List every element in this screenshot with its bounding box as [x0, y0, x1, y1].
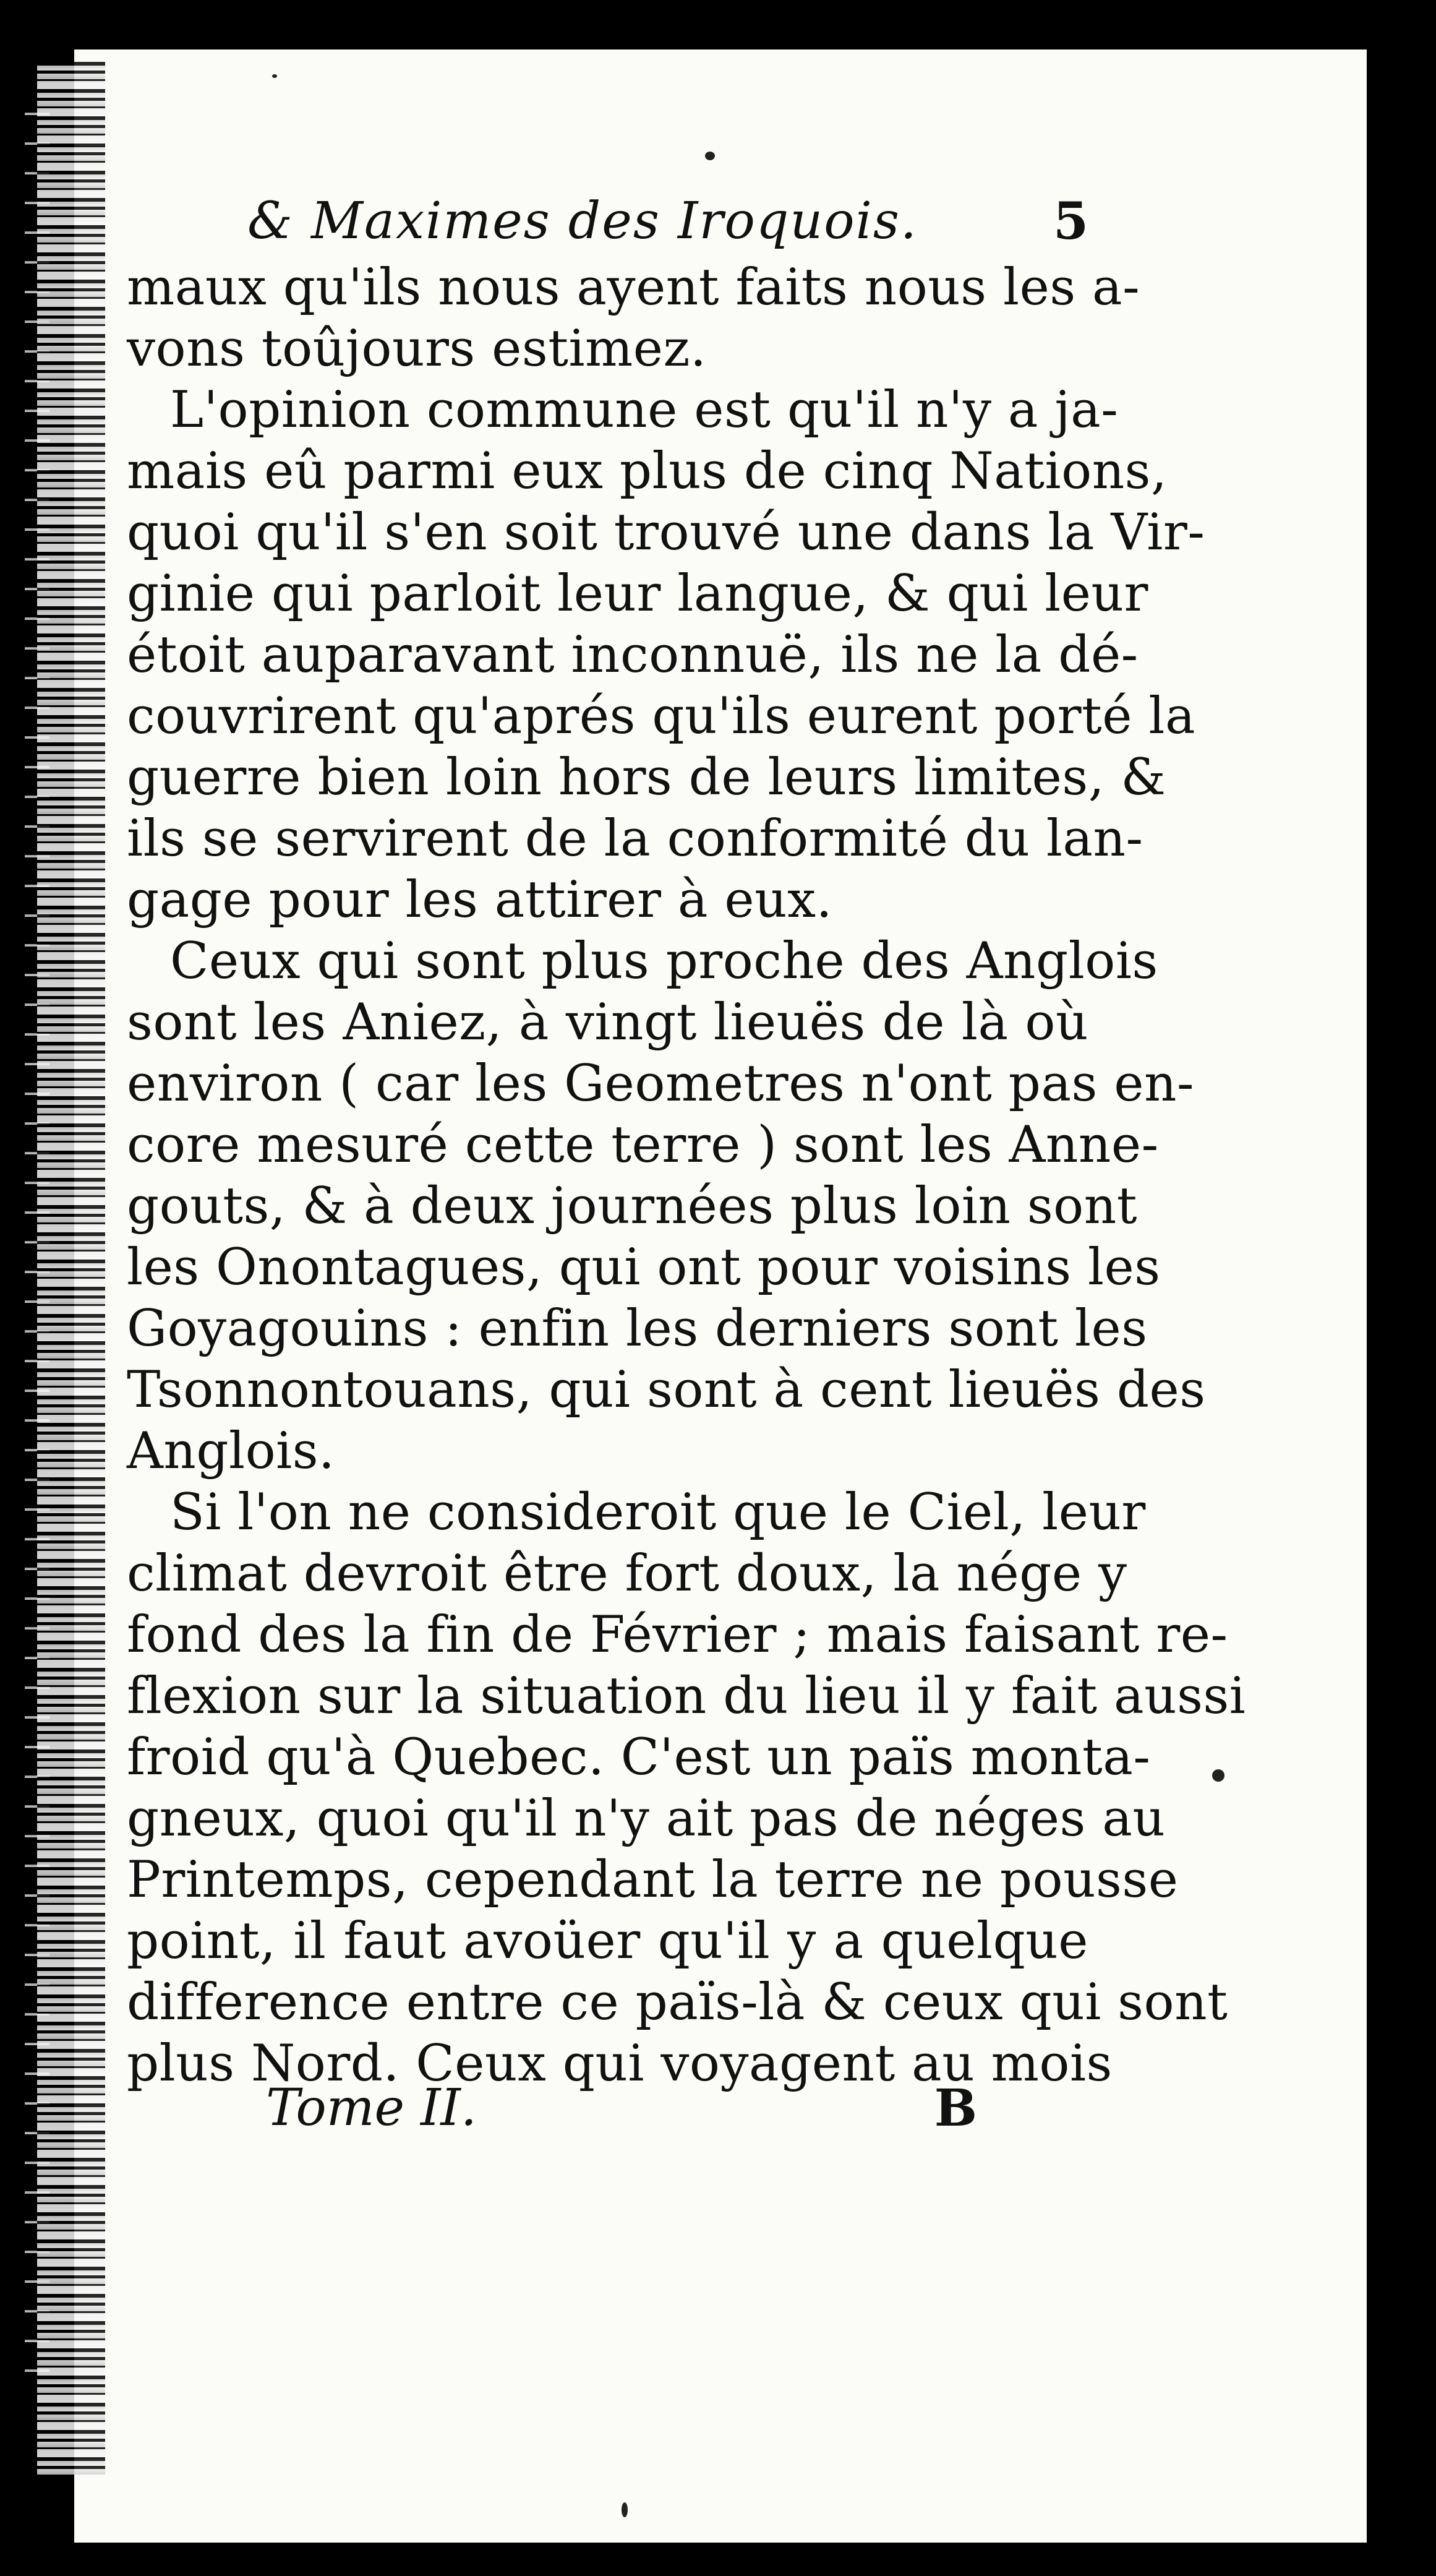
- text-line: Anglois.: [127, 1422, 335, 1480]
- text-line: gneux, quoi qu'il n'y ait pas de néges au: [127, 1789, 1166, 1848]
- signature-mark: B: [934, 2079, 977, 2138]
- text-line: froid qu'à Quebec. C'est un païs monta-: [127, 1728, 1151, 1787]
- text-line: les Onontagues, qui ont pour voisins les: [127, 1238, 1161, 1297]
- running-head: [247, 192, 1088, 260]
- text-line: point, il faut avoüer qu'il y a quelque: [127, 1912, 1088, 1970]
- paragraph-first-line: Ceux qui sont plus proche des Anglois: [170, 932, 1158, 990]
- text-line: guerre bien loin hors de leurs limites, &: [127, 748, 1166, 807]
- text-line: plus Nord. Ceux qui voyagent au mois: [127, 2034, 1113, 2093]
- text-line: environ ( car les Geometres n'ont pas en-: [127, 1054, 1195, 1113]
- running-head-title: & Maximes des Iroquois.: [247, 192, 918, 251]
- text-line: Tsonnontouans, qui sont à cent lieuës des: [127, 1360, 1206, 1419]
- page-number: 5: [1053, 192, 1088, 251]
- text-line: gage pour les attirer à eux.: [127, 870, 832, 929]
- paragraph-first-line: Si l'on ne consideroit que le Ciel, leur: [170, 1483, 1146, 1542]
- text-line: quoi qu'il s'en soit trouvé une dans la Vir-: [127, 503, 1205, 562]
- right-edge-shadow: [1367, 0, 1436, 2576]
- text-line: mais eû parmi eux plus de cinq Nations,: [127, 442, 1168, 500]
- torn-left-edge: [37, 62, 105, 2475]
- scan-speck: [705, 152, 715, 160]
- text-line: vons toûjours estimez.: [127, 319, 707, 378]
- text-line: gouts, & à deux journées plus loin sont: [127, 1177, 1137, 1235]
- text-line: difference entre ce païs-là & ceux qui sont: [127, 1973, 1228, 2032]
- text-line: maux qu'ils nous ayent faits nous les a-: [127, 258, 1140, 317]
- text-line: Goyagouins : enfin les derniers sont les: [127, 1299, 1148, 1358]
- scan-speck: [1212, 1769, 1224, 1782]
- text-line: fond des la fin de Février ; mais faisant re-: [127, 1605, 1228, 1664]
- text-line: sont les Aniez, à vingt lieuës de là où: [127, 993, 1088, 1052]
- scan-speck: [622, 2502, 628, 2517]
- scan-speck: [272, 74, 277, 78]
- text-line: couvrirent qu'aprés qu'ils eurent porté la: [127, 687, 1196, 745]
- text-line: climat devroit être fort doux, la nége y: [127, 1544, 1127, 1603]
- text-line: flexion sur la situation du lieu il y fait aussi: [127, 1667, 1246, 1725]
- text-line: core mesuré cette terre ) sont les Anne-: [127, 1115, 1159, 1174]
- volume-label: Tome II.: [266, 2079, 477, 2137]
- text-line: ginie qui parloit leur langue, & qui leur: [127, 564, 1148, 623]
- page-footer: [266, 2079, 977, 2147]
- paragraph-first-line: L'opinion commune est qu'il n'y a ja-: [170, 380, 1119, 439]
- text-line: ils se servirent de la conformité du lan-: [127, 809, 1143, 868]
- text-line: Printemps, cependant la terre ne pousse: [127, 1850, 1179, 1909]
- text-line: étoit auparavant inconnuë, ils ne la dé-: [127, 625, 1139, 684]
- body-text: [127, 257, 1246, 2094]
